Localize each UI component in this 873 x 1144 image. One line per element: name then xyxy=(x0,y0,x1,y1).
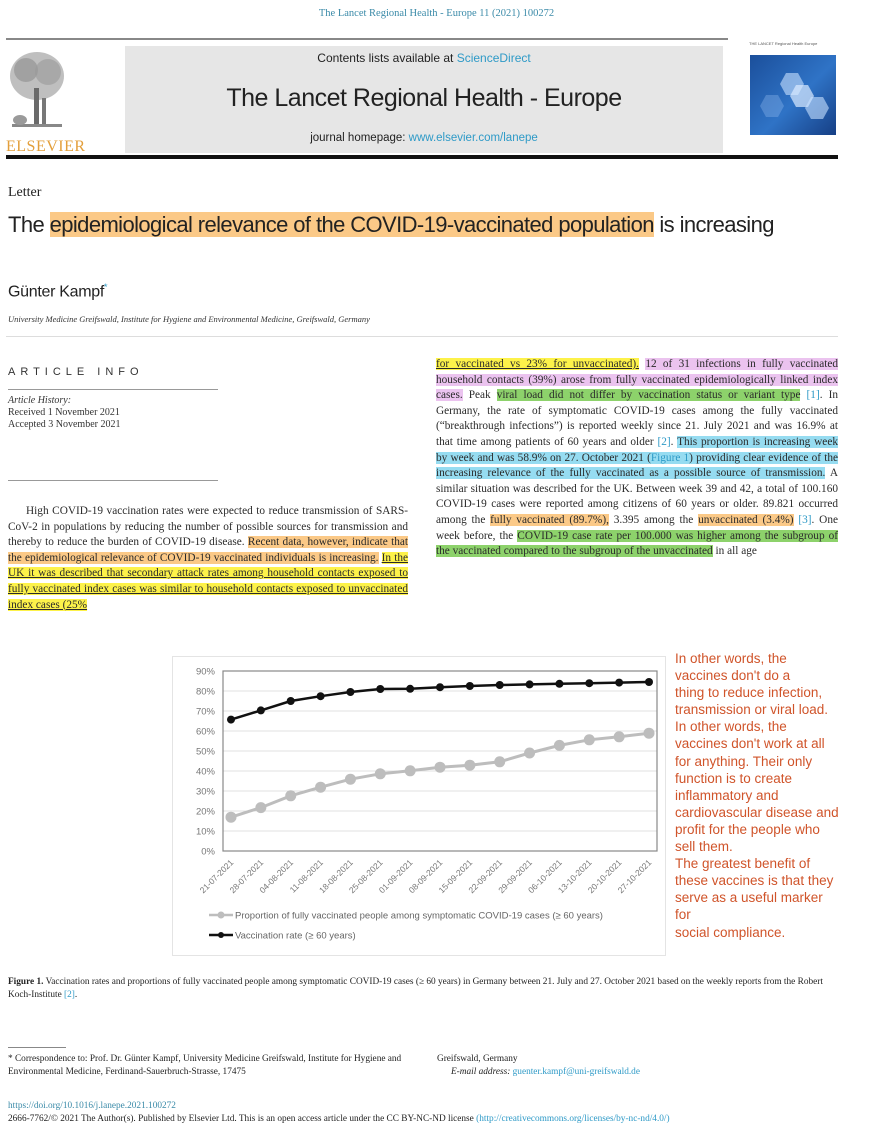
license-text: 2666-7762/© 2021 The Author(s). Published by Elsevier Ltd. This is an open access article under the CC BY-NC-ND license xyxy=(8,1114,477,1124)
tree-icon xyxy=(8,48,66,134)
body-text: This proportion is increasing week by week and was 58.9% on 27. October 2021 ( xyxy=(436,435,838,464)
body-text: A similar situation was described for the UK. Between week 39 and 42, a total of 100.160 COVID-19 cases were reported among citizens of 60 years or older. 89.821 occurred among the xyxy=(436,467,838,526)
reference-link[interactable]: [2] xyxy=(64,990,75,1000)
body-text: 3.395 among the xyxy=(608,513,699,526)
x-tick-label: 28-07-2021 xyxy=(227,857,266,896)
highlight-orange: unvaccinated (3.4%) xyxy=(698,513,794,526)
correspondence-note: * Correspondence to: Prof. Dr. Günter Kampf, University Medicine Greifswald, Institute for Hygiene and Environmental Medicine, Ferdinand-Sauerbruch-Strasse, 17475 xyxy=(8,1054,402,1077)
x-tick-label: 08-09-2021 xyxy=(406,857,445,896)
x-tick-label: 27-10-2021 xyxy=(615,857,654,896)
body-right-column xyxy=(436,357,838,560)
series-line-proportion xyxy=(231,733,649,817)
body-text: . In Germany, the rate of symptomatic COVID-19 cases among the fully vaccinated (“breakthrough infections”) is reported weekly since 21. July 2021 and was 16.9% at that time among patients of 60 years and older xyxy=(436,389,839,448)
chart-legend xyxy=(209,911,603,942)
data-point-proportion xyxy=(255,802,266,813)
data-point-vaccination-rate xyxy=(436,683,444,691)
y-tick-label: 70% xyxy=(195,706,215,718)
y-tick-label: 80% xyxy=(195,686,215,698)
homepage-prefix: journal homepage: xyxy=(310,132,409,144)
article-info-rule-bottom xyxy=(8,480,218,481)
x-tick-label: 20-10-2021 xyxy=(585,857,624,896)
body-left-column xyxy=(8,504,408,613)
data-point-proportion xyxy=(614,731,625,742)
annotation-line: vaccines don't work at all xyxy=(675,736,825,752)
figure-link[interactable]: Figure 1 xyxy=(650,451,690,464)
highlight-green: COVID-19 case rate per 100.000 was higher among the subgroup of the vaccinated compared to the subgroup of the unvaccinated xyxy=(436,529,838,558)
annotation-line: sell them. xyxy=(675,839,733,855)
y-tick-label: 90% xyxy=(195,666,215,678)
accepted-date: Accepted 3 November 2021 xyxy=(8,419,121,430)
annotation-line: In other words, the xyxy=(675,719,787,735)
annotation-line: inflammatory and xyxy=(675,787,779,803)
data-point-proportion xyxy=(554,740,565,751)
data-point-vaccination-rate xyxy=(317,692,325,700)
y-axis-ticks xyxy=(196,667,216,858)
data-point-proportion xyxy=(464,760,475,771)
x-tick-label: 06-10-2021 xyxy=(526,857,564,896)
article-type: Letter xyxy=(8,185,42,200)
annotation-line: profit for the people who xyxy=(675,821,820,837)
highlight-green: viral load did not differ by vaccination status or variant type xyxy=(496,389,801,402)
annotation-line: thing to reduce infection, xyxy=(675,685,823,701)
data-point-proportion xyxy=(435,762,446,773)
data-point-proportion xyxy=(524,748,535,759)
journal-reference[interactable]: The Lancet Regional Health - Europe 11 (2021) 100272 xyxy=(318,8,555,19)
data-point-vaccination-rate xyxy=(466,682,474,690)
article-info-rule xyxy=(8,389,218,390)
legend-swatch-marker xyxy=(218,912,225,919)
data-point-vaccination-rate xyxy=(526,680,534,688)
author xyxy=(8,282,107,301)
body-text: in all age xyxy=(712,545,757,558)
article-title xyxy=(8,210,788,240)
footnote-rule xyxy=(8,1047,66,1048)
x-axis-ticks xyxy=(198,857,654,895)
data-point-vaccination-rate xyxy=(645,678,653,686)
contents-prefix: Contents lists available at xyxy=(317,51,457,65)
body-text: ) providing clear evidence of the increasing relevance of the fully vaccinated as a possible source of transmission. xyxy=(436,451,838,480)
license-line xyxy=(8,1114,868,1124)
annotation-line: serve as a useful marker xyxy=(675,890,823,906)
x-tick-label: 25-08-2021 xyxy=(346,857,385,896)
data-point-proportion xyxy=(644,728,655,739)
elsevier-logo[interactable] xyxy=(6,46,86,156)
annotation-line: transmission or viral load. xyxy=(675,702,829,718)
x-tick-label: 15-09-2021 xyxy=(436,857,475,896)
cover-image xyxy=(750,55,836,135)
annotation-line: In other words, the xyxy=(675,651,787,666)
annotation-line: social compliance. xyxy=(675,924,786,940)
data-point-vaccination-rate xyxy=(287,697,295,705)
data-point-vaccination-rate xyxy=(406,685,414,693)
data-point-vaccination-rate xyxy=(227,716,235,724)
legend-label: Vaccination rate (≥ 60 years) xyxy=(235,930,356,942)
author-name[interactable]: Günter Kampf xyxy=(8,283,105,301)
data-point-proportion xyxy=(345,774,356,785)
reference-link[interactable]: [3] xyxy=(798,513,812,526)
body-text: . One week before, the xyxy=(436,513,838,542)
y-tick-label: 50% xyxy=(195,746,215,758)
email-label: E-mail address: xyxy=(451,1067,511,1077)
email-link[interactable]: guenter.kampf@uni-greifswald.de xyxy=(512,1067,640,1077)
correspondence-city: Greifswald, Germany xyxy=(437,1054,518,1064)
reference-link[interactable]: [1] xyxy=(806,389,820,402)
author-footnote-mark[interactable]: * xyxy=(104,282,108,292)
data-point-vaccination-rate xyxy=(585,679,593,687)
overlay-annotation xyxy=(675,650,870,941)
data-point-vaccination-rate xyxy=(376,685,384,693)
license-link[interactable]: (http://creativecommons.org/licenses/by-nc-nd/4.0/) xyxy=(476,1114,670,1124)
header-rule xyxy=(6,38,728,40)
annotation-line: these vaccines is that they xyxy=(675,873,834,889)
data-point-vaccination-rate xyxy=(496,681,504,689)
y-tick-label: 10% xyxy=(195,826,215,838)
x-tick-label: 22-09-2021 xyxy=(466,857,505,896)
body-text: Peak xyxy=(462,389,497,402)
received-date: Received 1 November 2021 xyxy=(8,407,120,418)
cover-title: THE LANCET Regional Health Europe xyxy=(749,41,818,46)
data-point-proportion xyxy=(375,768,386,779)
correspondence-note-continued xyxy=(437,1053,837,1079)
body-text: High COVID-19 vaccination rates were expected to reduce transmission of SARS-CoV-2 in populations by reducing the number of possible sources for transmission and thereby to reduce the burden of COVID-19 disease. xyxy=(8,505,408,549)
x-tick-label: 29-09-2021 xyxy=(496,857,534,896)
annotation-line: for anything. Their only xyxy=(675,753,813,769)
figure-caption xyxy=(8,976,838,1002)
annotation-line: cardiovascular disease and xyxy=(675,804,839,820)
y-tick-label: 20% xyxy=(195,806,215,818)
affiliation: University Medicine Greifswald, Institute for Hygiene and Environmental Medicine, Greifswald, Germany xyxy=(8,314,370,324)
x-tick-label: 18-08-2021 xyxy=(317,857,355,896)
data-point-proportion xyxy=(584,734,595,745)
affiliation-rule xyxy=(6,336,838,337)
annotation-line: for xyxy=(675,907,691,923)
doi-link[interactable]: https://doi.org/10.1016/j.lanepe.2021.100272 xyxy=(8,1101,176,1111)
x-tick-label: 01-09-2021 xyxy=(376,857,415,896)
y-tick-label: 0% xyxy=(201,846,215,858)
y-tick-label: 40% xyxy=(195,766,215,778)
data-point-proportion xyxy=(405,765,416,776)
caption-text: Vaccination rates and proportions of fully vaccinated people among symptomatic COVID-19 cases (≥ 60 years) in Germany between 21. July and 27. October 2021 based on the weekly reports from the Robert Koch-Institute xyxy=(8,977,823,1000)
data-point-vaccination-rate xyxy=(555,680,563,688)
highlight-purple: 12 of 31 infections in fully vaccinated household contacts (39%) arose from fully vaccinated epidemiologically linked index cases. xyxy=(436,358,839,402)
legend-swatch-marker xyxy=(218,932,224,938)
article-history xyxy=(8,395,120,431)
title-part: The xyxy=(8,212,50,237)
article-info-heading: ARTICLE INFO xyxy=(8,366,144,378)
journal-cover[interactable] xyxy=(749,41,839,156)
homepage-line xyxy=(125,132,723,144)
journal-masthead xyxy=(125,46,723,153)
x-tick-label: 11-08-2021 xyxy=(287,857,325,895)
reference-link[interactable]: [2] xyxy=(657,435,671,448)
y-tick-label: 60% xyxy=(195,726,215,738)
journal-title: The Lancet Regional Health - Europe xyxy=(226,84,622,112)
data-point-proportion xyxy=(285,790,296,801)
x-tick-label: 21-07-2021 xyxy=(197,857,236,896)
figure-1-chart xyxy=(172,656,666,956)
x-tick-label: 04-08-2021 xyxy=(257,857,296,896)
caption-label: Figure 1. xyxy=(8,977,44,987)
y-tick-label: 30% xyxy=(195,786,215,798)
masthead-rule xyxy=(6,155,838,159)
homepage-link[interactable]: www.elsevier.com/lanepe xyxy=(408,132,538,144)
chart-series xyxy=(226,678,655,823)
title-part: is increasing xyxy=(653,212,774,237)
annotation-line: The greatest benefit of xyxy=(675,856,811,872)
highlight-yellow: for vaccinated vs 23% for unvaccinated). xyxy=(436,358,640,370)
history-label: Article History: xyxy=(8,395,72,406)
highlight-orange: fully vaccinated (89.7%), xyxy=(490,513,609,526)
legend-label: Proportion of fully vaccinated people among symptomatic COVID-19 cases (≥ 60 years) xyxy=(235,910,603,922)
caption-text: . xyxy=(74,990,78,1000)
elsevier-wordmark: ELSEVIER xyxy=(6,138,86,155)
data-point-proportion xyxy=(315,782,326,793)
data-point-vaccination-rate xyxy=(615,679,623,687)
data-point-vaccination-rate xyxy=(257,706,265,714)
highlight-yellow: In the UK it was described that secondary attack rates among household contacts exposed to fully vaccinated index cases was similar to household contacts exposed to unvaccinated index cases (25% xyxy=(8,551,408,611)
title-highlight: epidemiological relevance of the COVID-19-vaccinated population xyxy=(49,212,654,237)
body-text: . xyxy=(670,435,678,448)
annotation-line: function is to create xyxy=(675,770,793,786)
data-point-proportion xyxy=(226,812,237,823)
data-point-proportion xyxy=(494,756,505,767)
annotation-line: vaccines don't do a xyxy=(675,668,791,684)
contents-line xyxy=(125,51,723,65)
highlight-orange: Recent data, however, indicate that the epidemiological relevance of COVID-19 vaccinated individuals is increasing. xyxy=(8,536,409,564)
data-point-vaccination-rate xyxy=(346,688,354,696)
x-tick-label: 13-10-2021 xyxy=(555,857,594,896)
line-chart xyxy=(173,657,665,955)
sciencedirect-link[interactable]: ScienceDirect xyxy=(456,51,531,65)
